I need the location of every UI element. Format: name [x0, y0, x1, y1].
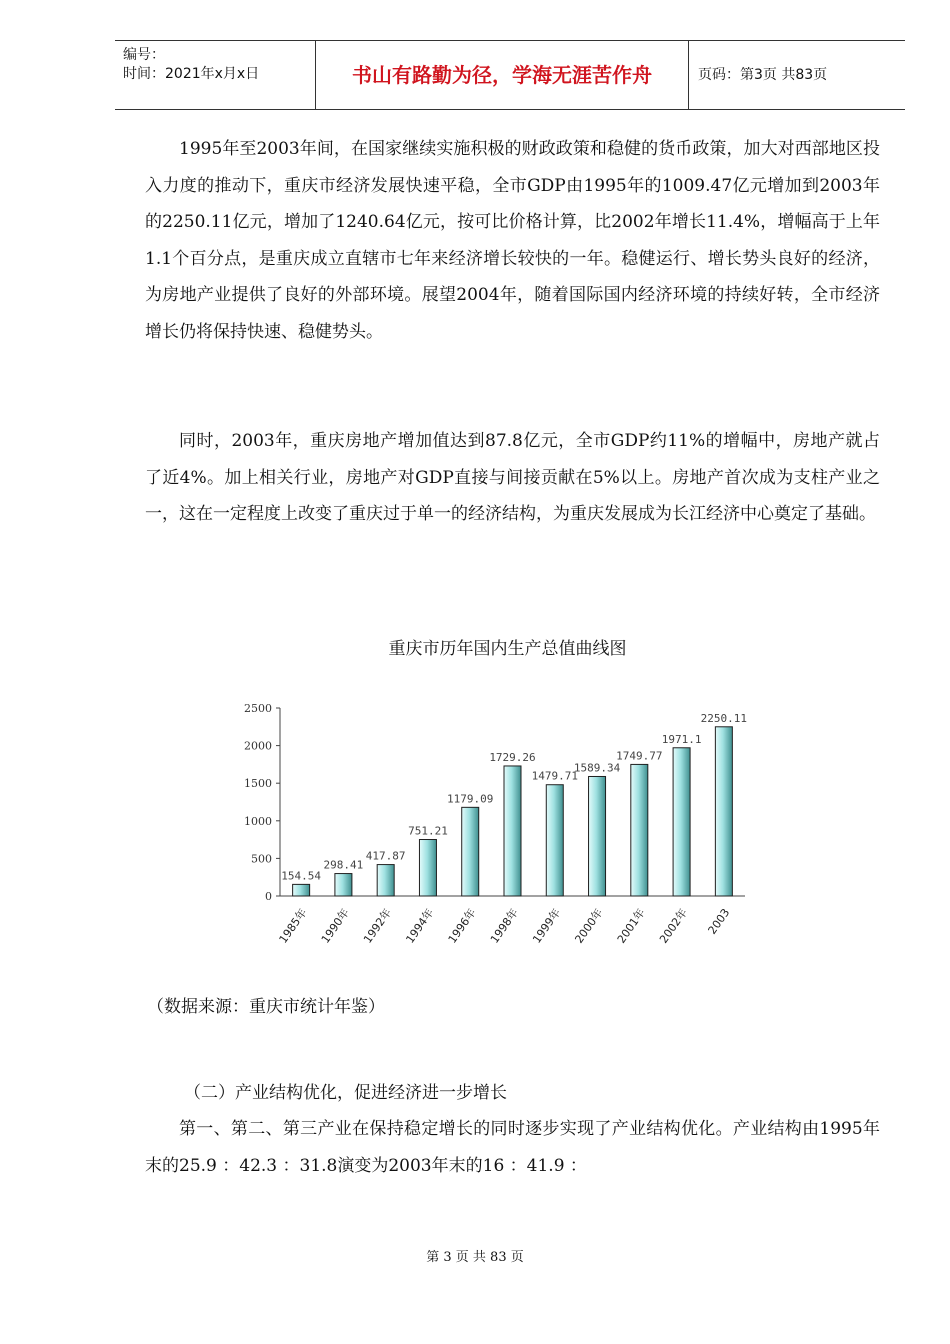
x-tick-label: 1985年 [276, 906, 310, 946]
x-tick-label: 1992年 [361, 906, 395, 946]
gdp-bar-chart [230, 698, 770, 958]
data-label: 417.87 [365, 849, 406, 863]
bar [546, 785, 563, 896]
header-page-info: 页码：第3页 共83页 [698, 67, 828, 83]
x-tick-label: 2000年 [572, 906, 606, 946]
time-label: 时间：2021年x月x日 [123, 66, 260, 82]
y-tick-label: 1000 [244, 814, 272, 828]
data-label: 1729.26 [489, 750, 536, 764]
page-header [115, 40, 905, 110]
x-tick-label: 2002年 [657, 906, 691, 946]
data-label: 1179.09 [447, 792, 494, 806]
x-tick-label: 1990年 [318, 906, 352, 946]
x-tick-label: 2001年 [614, 906, 648, 946]
x-tick-label: 2003 [705, 906, 733, 937]
bar [589, 776, 606, 896]
data-label: 298.41 [323, 858, 364, 872]
data-label: 2250.11 [700, 711, 748, 725]
data-label: 1479.71 [531, 769, 578, 783]
page-footer: 第 3 页 共 83 页 [426, 1250, 524, 1265]
data-label: 1749.77 [616, 749, 663, 763]
y-tick-label: 2500 [244, 702, 272, 715]
header-meta [115, 41, 316, 109]
x-tick-label: 1994年 [403, 906, 437, 946]
data-label: 1589.34 [573, 761, 621, 775]
x-tick-label: 1998年 [487, 906, 521, 946]
section-heading: （二）产业结构优化，促进经济进一步增长 [184, 1083, 507, 1103]
bar [631, 764, 648, 896]
paragraph-3: 第一、第二、第三产业在保持稳定增长的同时逐步实现了产业结构优化。产业结构由1995年末的25.9 ：42.3 ：31.8演变为2003年末的16 ：41.9 ： [145, 1119, 880, 1176]
x-tick-label: 1999年 [530, 906, 564, 946]
data-label: 1971.1 [661, 732, 702, 746]
bar [293, 884, 310, 896]
bar [462, 807, 479, 896]
header-motto: 书山有路勤为径，学海无涯苦作舟 [316, 41, 689, 109]
y-tick-label: 2000 [244, 739, 272, 753]
paragraph-2: 同时，2003年，重庆房地产增加值达到87.8亿元，全市GDP约11%的增幅中，房地产就占了近4%。加上相关行业，房地产对GDP直接与间接贡献在5%以上。房地产首次成为支柱产业之一，这在一定程度上改变了重庆过于单一的经济结构，为重庆发展成为长江经济中心奠定了基础。 [145, 431, 880, 524]
x-tick-label: 1996年 [445, 906, 479, 946]
data-label: 751.21 [408, 824, 448, 838]
data-label: 154.54 [281, 869, 322, 883]
bar [377, 865, 394, 896]
bar [335, 874, 352, 896]
y-tick-label: 0 [265, 890, 272, 903]
data-source: （数据来源：重庆市统计年鉴） [147, 997, 385, 1017]
bar [504, 766, 521, 896]
bar [673, 748, 690, 896]
y-tick-label: 1500 [244, 777, 272, 791]
y-tick-label: 500 [251, 852, 272, 866]
bar [419, 840, 436, 896]
paragraph-1: 1995年至2003年间，在国家继续实施积极的财政政策和稳健的货币政策，加大对西部地区投入力度的推动下，重庆市经济发展快速平稳，全市GDP由1995年的1009.47亿元增加到2003年的2250.11亿元，增加了1240.64亿元，按可比价格计算，比2002年增长11.4%，增幅高于上年1.1个百分点，是重庆成立直辖市七年来经济增长较快的一年。稳健运行、增长势头良好的经济，为房地产业提供了良好的外部环境。展望2004年，随着国际国内经济环境的持续好转，全市经济增长仍将保持快速、稳健势头。 [145, 139, 880, 342]
number-label: 编号： [123, 47, 165, 63]
bar [715, 727, 732, 896]
chart-title: 重庆市历年国内生产总值曲线图 [388, 639, 627, 659]
